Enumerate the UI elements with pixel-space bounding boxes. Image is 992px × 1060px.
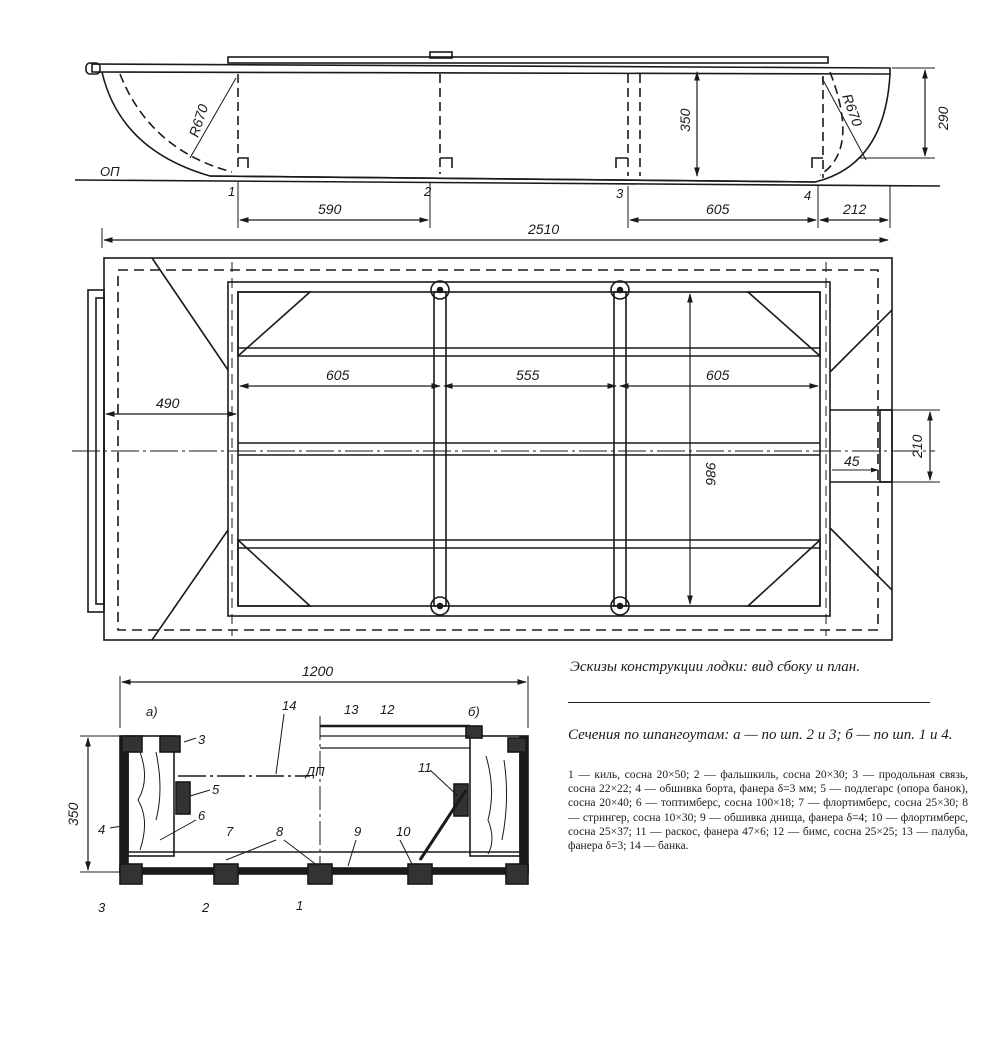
callout-6: 6 (198, 808, 206, 823)
leader-5 (190, 790, 210, 796)
dim-1200-label: 1200 (302, 663, 334, 679)
bow-diag-bot (152, 530, 228, 640)
dim-290-label: 290 (935, 106, 951, 130)
right-top-stringer-2 (508, 738, 526, 752)
dim-590-label: 590 (318, 201, 342, 217)
deck-frame-outer (228, 282, 830, 616)
section-b-label: б) (468, 704, 480, 719)
dim-490-label: 490 (156, 395, 180, 411)
deck-top (228, 57, 828, 63)
side-view (75, 52, 940, 248)
frame-number-1: 1 (228, 184, 236, 199)
right-top-timber (470, 736, 520, 856)
bench-right (614, 292, 626, 606)
bow-frame-arc (120, 74, 232, 172)
callout-4: 4 (98, 822, 106, 837)
callout-11: 11 (418, 760, 432, 775)
dim-605-side-label: 605 (706, 201, 730, 217)
right-wood-grain-2 (502, 760, 507, 840)
callout-7: 7 (226, 824, 234, 839)
dim-605a-label: 605 (326, 367, 350, 383)
dim-986-label: 986 (703, 462, 719, 486)
plan-transom-box (880, 410, 892, 482)
gusset-top-left (238, 292, 310, 356)
baseline-op (75, 180, 940, 186)
dim-605b-label: 605 (706, 367, 730, 383)
gusset-bottom-left (238, 540, 310, 606)
stern-diag-top (830, 310, 892, 372)
callout-1: 1 (296, 898, 304, 913)
dim-212-label: 212 (843, 201, 867, 217)
callout-12: 12 (380, 702, 395, 717)
oarlock-hole-bl (438, 604, 443, 609)
callout-13: 13 (344, 702, 359, 717)
left-side-skin (120, 736, 128, 872)
oarlock-hole-br (618, 604, 623, 609)
leader-14 (276, 714, 284, 774)
leader-8b (284, 840, 318, 866)
chine-block-left (120, 864, 142, 884)
oarlock-hole-tr (618, 288, 623, 293)
frame-number-2: 2 (424, 184, 432, 199)
plan-view-text (156, 367, 925, 486)
chine-block-right (506, 864, 528, 884)
dim-45-label: 45 (844, 453, 860, 469)
gusset-bottom-right (748, 540, 820, 606)
caption-separator (568, 702, 930, 703)
sections-caption: Сечения по шпангоутам: а — по шп. 2 и 3; б — по шп. 1 и 4. (568, 727, 953, 743)
right-wood-grain (486, 756, 492, 854)
callout-10: 10 (396, 824, 411, 839)
dim-350-label: 350 (677, 108, 693, 132)
left-wood-grain (138, 752, 145, 850)
gusset-top-right (748, 292, 820, 356)
figure-caption: Эскизы конструкции лодки: вид сбоку и план. (570, 659, 860, 675)
callout-3-top: 3 (198, 732, 206, 747)
stringer-block-right (408, 864, 432, 884)
bench-left (434, 292, 446, 606)
gunwale (92, 64, 890, 74)
bracket-1 (238, 158, 248, 168)
callout-5: 5 (212, 782, 220, 797)
bracket-2 (440, 158, 452, 168)
bracket-4 (812, 158, 823, 168)
frame-number-3: 3 (616, 186, 624, 201)
dim-350-sec-label: 350 (65, 802, 81, 826)
section-a-label: а) (146, 704, 158, 719)
centerline-dp-label: ДП (306, 764, 325, 779)
plan-view (72, 258, 940, 640)
deck-frame-inner (238, 292, 820, 606)
right-side-skin (520, 736, 528, 872)
left-seat-support (176, 782, 190, 814)
dim-555-label: 555 (516, 367, 540, 383)
callout-3-bottom: 3 (98, 900, 106, 915)
left-top-stringer-2 (160, 736, 180, 752)
callout-2: 2 (202, 900, 210, 915)
false-keel-block-left (214, 864, 238, 884)
callout-9: 9 (354, 824, 362, 839)
keel-block (308, 864, 332, 884)
leader-6 (160, 820, 196, 840)
parts-legend: 1 — киль, сосна 20×50; 2 — фальшкиль, сосна 20×30; 3 — продольная связь, сосна 22×22; 4 — обшивка борта, фанера δ=3 мм; 5 — подлегарс (опора банок), сосна 20×40; 6 — топтимберс, сосна 100×18; 7 — флортимберс, сосна 25×30; 8 — стрингер, сосна 10×30; 9 — обшивка днища, фанера δ=4; 10 — флортимберс, сосна 25×37; 11 — раскос, фанера 47×6; 12 — бимс, сосна 25×25; 13 — палуба, фанера δ=3; 14 — банка. (568, 769, 968, 853)
left-top-stringer (122, 736, 142, 752)
leader-11 (430, 770, 458, 796)
left-wood-grain-2 (156, 752, 160, 820)
dim-210-label: 210 (909, 434, 925, 458)
stern-diag-bot (830, 528, 892, 590)
dim-2510-label: 2510 (528, 221, 560, 237)
callout-14: 14 (282, 698, 297, 713)
radius-stern-label: R670 (839, 91, 866, 129)
right-diag-brace (420, 790, 466, 860)
baseline-label: ОП (100, 164, 120, 179)
bow-diag-top (152, 258, 228, 370)
leader-8a (226, 840, 276, 860)
bracket-3 (616, 158, 628, 168)
frame-number-4: 4 (804, 188, 812, 203)
leader-3-top (184, 738, 196, 742)
radius-bow-label: R670 (185, 102, 212, 139)
callout-8: 8 (276, 824, 284, 839)
leader-9 (348, 840, 356, 866)
hull-bow (102, 72, 890, 182)
left-top-timber (128, 736, 174, 856)
oarlock-hole-tl (438, 288, 443, 293)
